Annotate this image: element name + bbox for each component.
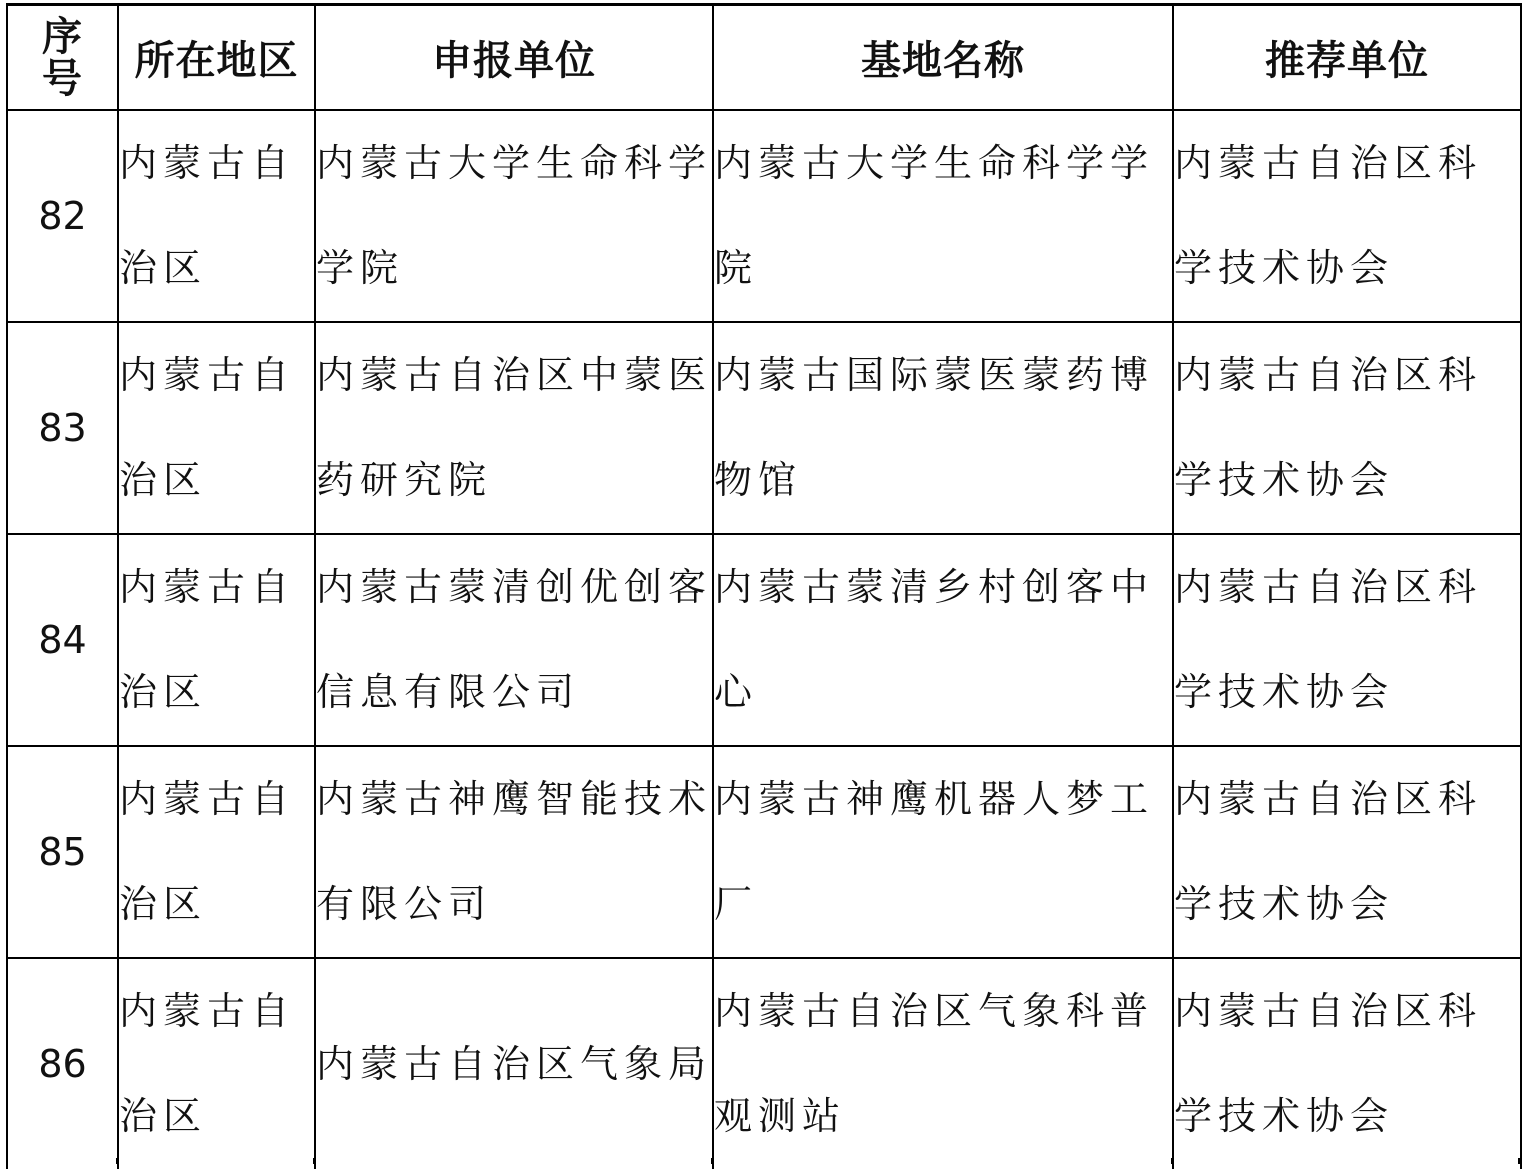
row-number: 82 <box>7 110 118 322</box>
row-recommend: 内蒙古自治区科学技术协会 <box>1173 958 1521 1169</box>
row-number: 83 <box>7 322 118 534</box>
table-row <box>7 110 1521 322</box>
row-recommend: 内蒙古自治区科学技术协会 <box>1173 746 1521 958</box>
row-base: 内蒙古国际蒙医蒙药博物馆 <box>713 322 1173 534</box>
row-unit: 内蒙古神鹰智能技术有限公司 <box>315 746 713 958</box>
row-base: 内蒙古神鹰机器人梦工厂 <box>713 746 1173 958</box>
table-row <box>7 746 1521 958</box>
row-region: 内蒙古自治区 <box>118 322 315 534</box>
table-row <box>7 534 1521 746</box>
table-header-row <box>7 5 1521 111</box>
row-unit: 内蒙古大学生命科学学院 <box>315 110 713 322</box>
row-region: 内蒙古自治区 <box>118 746 315 958</box>
header-seq <box>7 5 118 111</box>
base-list-table <box>6 3 1522 1169</box>
row-unit: 内蒙古蒙清创优创客信息有限公司 <box>315 534 713 746</box>
table-row <box>7 322 1521 534</box>
table-row <box>7 958 1521 1169</box>
row-recommend: 内蒙古自治区科学技术协会 <box>1173 322 1521 534</box>
row-region: 内蒙古自治区 <box>118 958 315 1169</box>
header-recommend: 推荐单位 <box>1173 5 1521 111</box>
header-base: 基地名称 <box>713 5 1173 111</box>
row-number: 85 <box>7 746 118 958</box>
row-base: 内蒙古蒙清乡村创客中心 <box>713 534 1173 746</box>
row-recommend: 内蒙古自治区科学技术协会 <box>1173 534 1521 746</box>
row-base: 内蒙古大学生命科学学院 <box>713 110 1173 322</box>
row-number: 86 <box>7 958 118 1169</box>
header-region: 所在地区 <box>118 5 315 111</box>
row-unit: 内蒙古自治区气象局 <box>315 958 713 1169</box>
header-seq-bottom: 号 <box>42 55 83 102</box>
header-unit: 申报单位 <box>315 5 713 111</box>
row-recommend: 内蒙古自治区科学技术协会 <box>1173 110 1521 322</box>
header-seq-top: 序 <box>42 13 83 60</box>
row-region: 内蒙古自治区 <box>118 110 315 322</box>
row-number: 84 <box>7 534 118 746</box>
row-region: 内蒙古自治区 <box>118 534 315 746</box>
row-base: 内蒙古自治区气象科普观测站 <box>713 958 1173 1169</box>
row-unit: 内蒙古自治区中蒙医药研究院 <box>315 322 713 534</box>
